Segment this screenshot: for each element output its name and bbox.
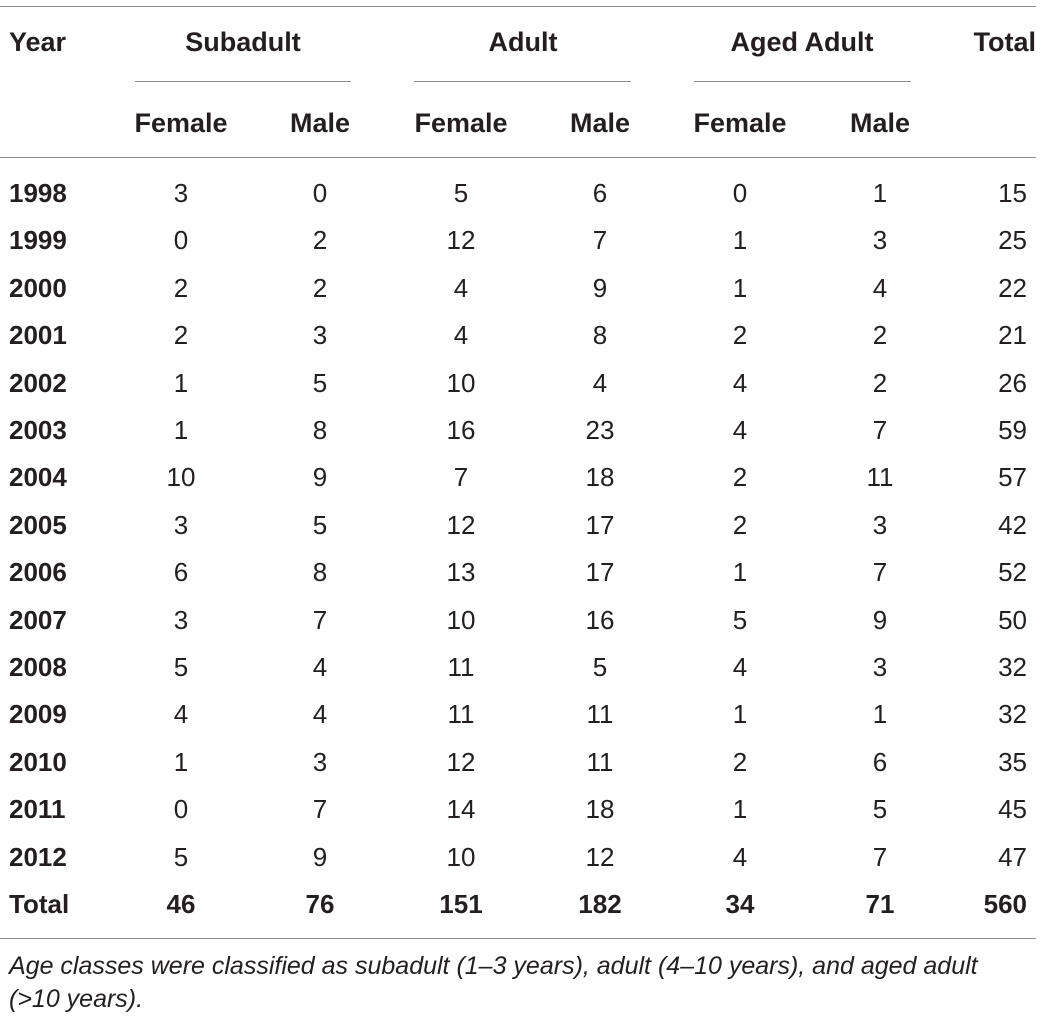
cell-year: 2009 (9, 699, 67, 729)
cell-total: 21 (998, 320, 1027, 350)
cell-adult-male: 23 (585, 415, 615, 445)
cell-subadult-male: 4 (312, 699, 328, 729)
cell-subadult-female: 3 (173, 605, 189, 635)
cell-subadult-female: 46 (166, 889, 196, 919)
cell-subadult-female: 0 (173, 794, 189, 824)
cell-year: 2002 (9, 368, 67, 398)
cell-aged-female: 2 (732, 462, 748, 492)
cell-year: 2004 (9, 462, 67, 492)
cell-subadult-male: 9 (312, 462, 328, 492)
cell-aged-female: 1 (732, 273, 748, 303)
cell-aged-female: 2 (732, 747, 748, 777)
cell-total: 15 (998, 178, 1027, 208)
cell-aged-male: 7 (872, 842, 888, 872)
cell-total: 50 (998, 605, 1027, 635)
cell-adult-female: 4 (453, 273, 469, 303)
cell-aged-female: 1 (732, 225, 748, 255)
cell-adult-male: 17 (585, 510, 615, 540)
cell-adult-female: 7 (453, 462, 469, 492)
subheader-aged-female: Female (693, 108, 787, 138)
cell-adult-male: 9 (592, 273, 608, 303)
table-bottom-rule (0, 938, 1036, 939)
cell-aged-male: 11 (866, 462, 894, 492)
cell-adult-female: 13 (446, 557, 476, 587)
subheader-adult-female: Female (414, 108, 508, 138)
cell-total: 59 (998, 415, 1027, 445)
cell-adult-female: 5 (453, 178, 469, 208)
cell-aged-female: 1 (732, 699, 748, 729)
cell-subadult-male: 3 (312, 320, 328, 350)
cell-subadult-female: 0 (173, 225, 189, 255)
subheader-aged-male: Male (849, 108, 911, 138)
cell-subadult-female: 1 (173, 415, 189, 445)
cell-year: 1999 (9, 225, 67, 255)
cell-adult-female: 10 (446, 842, 476, 872)
cell-aged-male: 6 (872, 747, 888, 777)
cell-aged-male: 7 (872, 415, 888, 445)
cell-total: 42 (998, 510, 1027, 540)
cell-aged-female: 1 (732, 557, 748, 587)
cell-subadult-female: 3 (173, 510, 189, 540)
cell-year: 2011 (9, 794, 66, 824)
cell-subadult-male: 2 (312, 273, 328, 303)
cell-aged-male: 3 (872, 652, 888, 682)
cell-adult-male: 16 (585, 605, 615, 635)
table-footnote: Age classes were classified as subadult (1–3 years), adult (4–10 years), and aged adult (>10 years). (9, 952, 978, 1013)
cell-aged-female: 5 (732, 605, 748, 635)
cell-aged-female: 4 (732, 652, 748, 682)
cell-adult-male: 7 (592, 225, 608, 255)
cell-aged-female: 0 (732, 178, 748, 208)
cell-adult-female: 11 (447, 652, 475, 682)
cell-total: 35 (998, 747, 1027, 777)
cell-year: 2012 (9, 842, 67, 872)
cell-aged-male: 2 (872, 320, 888, 350)
cell-total: 52 (998, 557, 1027, 587)
cell-year: 2005 (9, 510, 67, 540)
cell-adult-female: 11 (447, 699, 475, 729)
header-bottom-rule (0, 157, 1036, 158)
cell-subadult-female: 4 (173, 699, 189, 729)
cell-subadult-male: 2 (312, 225, 328, 255)
cell-subadult-female: 2 (173, 320, 189, 350)
cell-aged-male: 5 (872, 794, 888, 824)
cell-subadult-male: 7 (312, 794, 328, 824)
subheader-adult-male: Male (569, 108, 631, 138)
cell-adult-male: 5 (592, 652, 608, 682)
cell-adult-female: 12 (446, 747, 476, 777)
cell-subadult-female: 5 (173, 652, 189, 682)
cell-aged-female: 2 (732, 320, 748, 350)
cell-aged-male: 3 (872, 225, 888, 255)
cell-adult-male: 6 (592, 178, 608, 208)
cell-adult-male: 18 (585, 794, 615, 824)
cell-adult-female: 151 (439, 889, 483, 919)
cell-year: 2006 (9, 557, 67, 587)
cell-aged-male: 1 (872, 699, 888, 729)
cell-total: 45 (998, 794, 1027, 824)
cell-aged-male: 3 (872, 510, 888, 540)
cell-year: 2008 (9, 652, 67, 682)
cell-aged-male: 4 (872, 273, 888, 303)
header-total: Total (973, 27, 1036, 57)
cell-adult-male: 11 (586, 747, 614, 777)
cell-aged-female: 34 (725, 889, 755, 919)
cell-total: 47 (998, 842, 1027, 872)
cell-aged-female: 4 (732, 415, 748, 445)
header-year: Year (9, 27, 67, 57)
cell-total: 560 (983, 889, 1027, 919)
header-group-subadult: Subadult (185, 27, 301, 57)
subheader-subadult-female: Female (134, 108, 228, 138)
cell-aged-female: 1 (732, 794, 748, 824)
cell-subadult-male: 3 (312, 747, 328, 777)
cell-adult-female: 12 (446, 510, 476, 540)
cell-subadult-male: 76 (305, 889, 335, 919)
cell-year: 2003 (9, 415, 67, 445)
cell-adult-male: 17 (585, 557, 615, 587)
cell-adult-female: 16 (446, 415, 476, 445)
cell-total: 22 (998, 273, 1027, 303)
cell-adult-male: 8 (592, 320, 608, 350)
cell-adult-male: 12 (585, 842, 615, 872)
cell-subadult-male: 9 (312, 842, 328, 872)
cell-adult-female: 14 (446, 794, 476, 824)
cell-subadult-female: 3 (173, 178, 189, 208)
cell-aged-female: 4 (732, 368, 748, 398)
cell-total: 25 (998, 225, 1027, 255)
cell-adult-female: 4 (453, 320, 469, 350)
cell-year: 1998 (9, 178, 67, 208)
subheader-subadult-male: Male (289, 108, 351, 138)
group-rule-subadult (135, 81, 351, 82)
cell-aged-male: 9 (872, 605, 888, 635)
cell-aged-female: 4 (732, 842, 748, 872)
group-rule-adult (414, 81, 631, 82)
header-group-adult: Adult (488, 27, 558, 57)
cell-subadult-female: 1 (173, 368, 189, 398)
cell-adult-female: 12 (446, 225, 476, 255)
cell-year: Total (9, 889, 70, 919)
cell-subadult-male: 7 (312, 605, 328, 635)
cell-total: 26 (998, 368, 1027, 398)
cell-adult-male: 11 (586, 699, 614, 729)
cell-subadult-female: 6 (173, 557, 189, 587)
cell-aged-male: 1 (872, 178, 888, 208)
cell-year: 2001 (9, 320, 67, 350)
table-top-rule (0, 6, 1036, 7)
cell-year: 2010 (9, 747, 67, 777)
cell-subadult-male: 8 (312, 557, 328, 587)
cell-aged-male: 7 (872, 557, 888, 587)
cell-year: 2007 (9, 605, 67, 635)
cell-total: 32 (998, 652, 1027, 682)
cell-subadult-male: 0 (312, 178, 328, 208)
cell-subadult-female: 1 (173, 747, 189, 777)
cell-subadult-female: 5 (173, 842, 189, 872)
cell-aged-male: 2 (872, 368, 888, 398)
group-rule-aged-adult (694, 81, 911, 82)
cell-adult-male: 4 (592, 368, 608, 398)
cell-adult-female: 10 (446, 368, 476, 398)
cell-subadult-male: 8 (312, 415, 328, 445)
cell-total: 57 (998, 462, 1027, 492)
cell-total: 32 (998, 699, 1027, 729)
cell-subadult-male: 5 (312, 368, 328, 398)
header-group-aged-adult: Aged Adult (730, 27, 874, 57)
cell-adult-male: 182 (578, 889, 622, 919)
cell-subadult-male: 4 (312, 652, 328, 682)
cell-subadult-female: 2 (173, 273, 189, 303)
cell-subadult-male: 5 (312, 510, 328, 540)
cell-subadult-female: 10 (166, 462, 196, 492)
cell-aged-female: 2 (732, 510, 748, 540)
cell-adult-male: 18 (585, 462, 615, 492)
cell-aged-male: 71 (865, 889, 895, 919)
cell-year: 2000 (9, 273, 67, 303)
cell-adult-female: 10 (446, 605, 476, 635)
